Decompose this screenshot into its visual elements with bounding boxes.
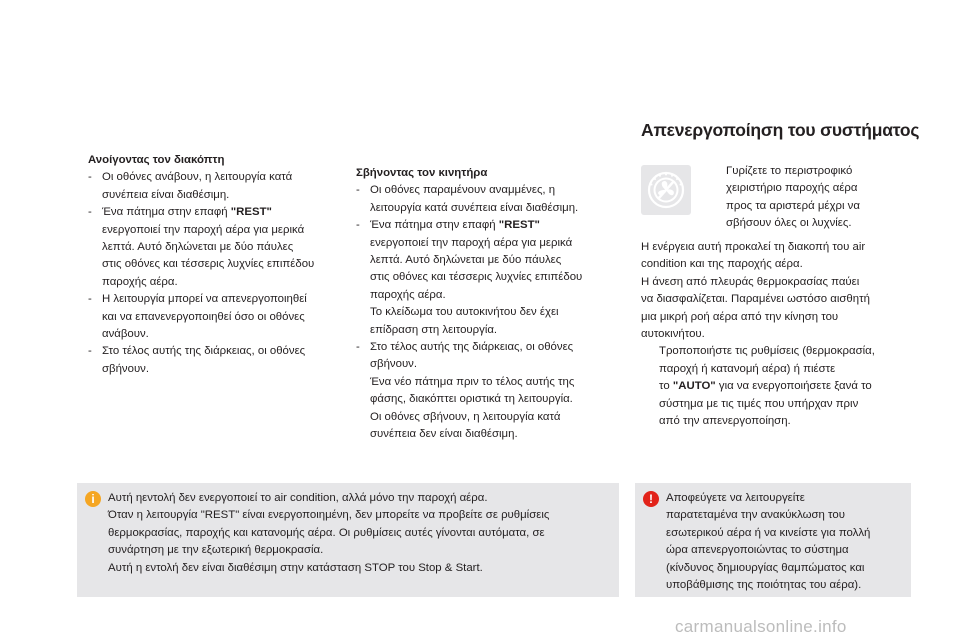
section-ignition-on bbox=[88, 152, 338, 378]
page-title: Απενεργοποίηση του συστήματος bbox=[641, 120, 920, 140]
rest-key-label: "REST" bbox=[498, 219, 540, 232]
warning-note: ! Αποφεύγετε να λειτουργείτε παρατεταμένα την ανακύκλωση του εσωτερικού αέρα ή να κινείστε για πολλή ώρα απενεργοποιώντας το σύστημα (κίνδυνος δημιουργίας θαμπώματος και υποβάθμισης της ποιότητας του αέρα). bbox=[635, 483, 911, 597]
rest-key-label: "REST" bbox=[230, 206, 272, 219]
list-item: - Οι οθόνες παραμένουν αναμμένες, η λειτουργία κατά συνέπεια είναι διαθέσιμη. bbox=[356, 184, 579, 214]
heading-engine-off: Σβήνοντας τον κινητήρα bbox=[356, 167, 488, 179]
info-icon: i bbox=[85, 491, 101, 507]
dash-marker: - bbox=[356, 341, 360, 354]
fan-knob-icon bbox=[641, 165, 691, 215]
section-engine-off bbox=[356, 165, 626, 444]
list-item: - Η λειτουργία μπορεί να απενεργοποιηθεί και να επανενεργοποιηθεί όσο οι οθόνες ανάβουν. bbox=[88, 293, 307, 341]
list-item: - Ένα πάτημα στην επαφή "REST" ενεργοποιεί την παροχή αέρα για μερικά λεπτά. Αυτό δηλώνεται με δύο πάυλες στις οθόνες και τέσσερις λυχνίες επιπέδου παροχής αέρα. Το κλείδωμα του αυτοκινήτου δεν έχει επίδραση στη λειτουργία. bbox=[356, 219, 583, 336]
watermark: carmanualsonline.info bbox=[675, 617, 847, 636]
paragraph: Η ενέργεια αυτή προκαλεί τη διακοπή του air condition και της παροχής αέρα. Η άνεση από πλευράς θερμοκρασίας παύει να διασφαλίζεται. Παραμένει ωστόσο αισθητή μια μικρή ροή αέρα από την κίνηση του αυτοκινήτου. Τροποποιήστε τις ρυθμίσεις (θερμοκρασία, παροχή ή κατανομή αέρα) ή πιέστε το "AUTO" για να ενεργοποιήσετε ξανά το σύστημα με τις τιμές που υπήρχαν πριν από την απενεργοποίηση. bbox=[641, 239, 911, 430]
dash-marker: - bbox=[88, 345, 92, 358]
list-item: Γυρίζετε το περιστροφικό χειριστήριο παροχής αέρα προς τα αριστερά μέχρι να σβήσουν όλες οι λυχνίες. bbox=[726, 165, 860, 230]
list-item: - Στο τέλος αυτής της διάρκειας, οι οθόνες σβήνουν. bbox=[88, 345, 306, 375]
list-item: - Ένα πάτημα στην επαφή "REST" ενεργοποιεί την παροχή αέρα για μερικά λεπτά. Αυτό δηλώνεται με δύο πάυλες στις οθόνες και τέσσερις λυχνίες επιπέδου παροχής αέρα. bbox=[88, 206, 315, 288]
list-item: - Οι οθόνες ανάβουν, η λειτουργία κατά συνέπεια είναι διαθέσιμη. bbox=[88, 171, 293, 201]
info-note: i Αυτή ηεντολή δεν ενεργοποιεί το air condition, αλλά μόνο την παροχή αέρα. Όταν η λειτουργία "REST" είναι ενεργοποιημένη, δεν μπορείτε να προβείτε σε ρυθμίσεις θερμοκρασίας, παροχής και κατανομής αέρα. Οι ρυθμίσεις αυτές γίνονται αυτόματα, σε συνάρτηση με την εξωτερική θερμοκρασία. Αυτή η εντολή δεν είναι διαθέσιμη στην κατάσταση STOP του Stop & Start. bbox=[77, 483, 619, 597]
dash-marker: - bbox=[88, 206, 92, 219]
dash-marker: - bbox=[88, 171, 92, 184]
warning-icon: ! bbox=[643, 491, 659, 507]
auto-key-label: "AUTO" bbox=[672, 380, 716, 393]
list-item: - Στο τέλος αυτής της διάρκειας, οι οθόνες σβήνουν. Ένα νέο πάτημα πριν το τέλος αυτής της φάσης, διακόπτει οριστικά τη λειτουργία. Οι οθόνες σβήνουν, η λειτουργία κατά συνέπεια δεν είναι διαθέσιμη. bbox=[356, 341, 575, 441]
dash-marker: - bbox=[88, 293, 92, 306]
heading-ignition-on: Ανοίγοντας τον διακόπτη bbox=[88, 154, 225, 166]
dash-marker: - bbox=[356, 184, 360, 197]
dash-marker: - bbox=[356, 219, 360, 232]
list-item: Τροποποιήστε τις ρυθμίσεις (θερμοκρασία, παροχή ή κατανομή αέρα) ή πιέστε το "AUTO" για να ενεργοποιήσετε ξανά το σύστημα με τις τιμές που υπήρχαν πριν από την απενεργοποίηση. bbox=[659, 345, 875, 428]
